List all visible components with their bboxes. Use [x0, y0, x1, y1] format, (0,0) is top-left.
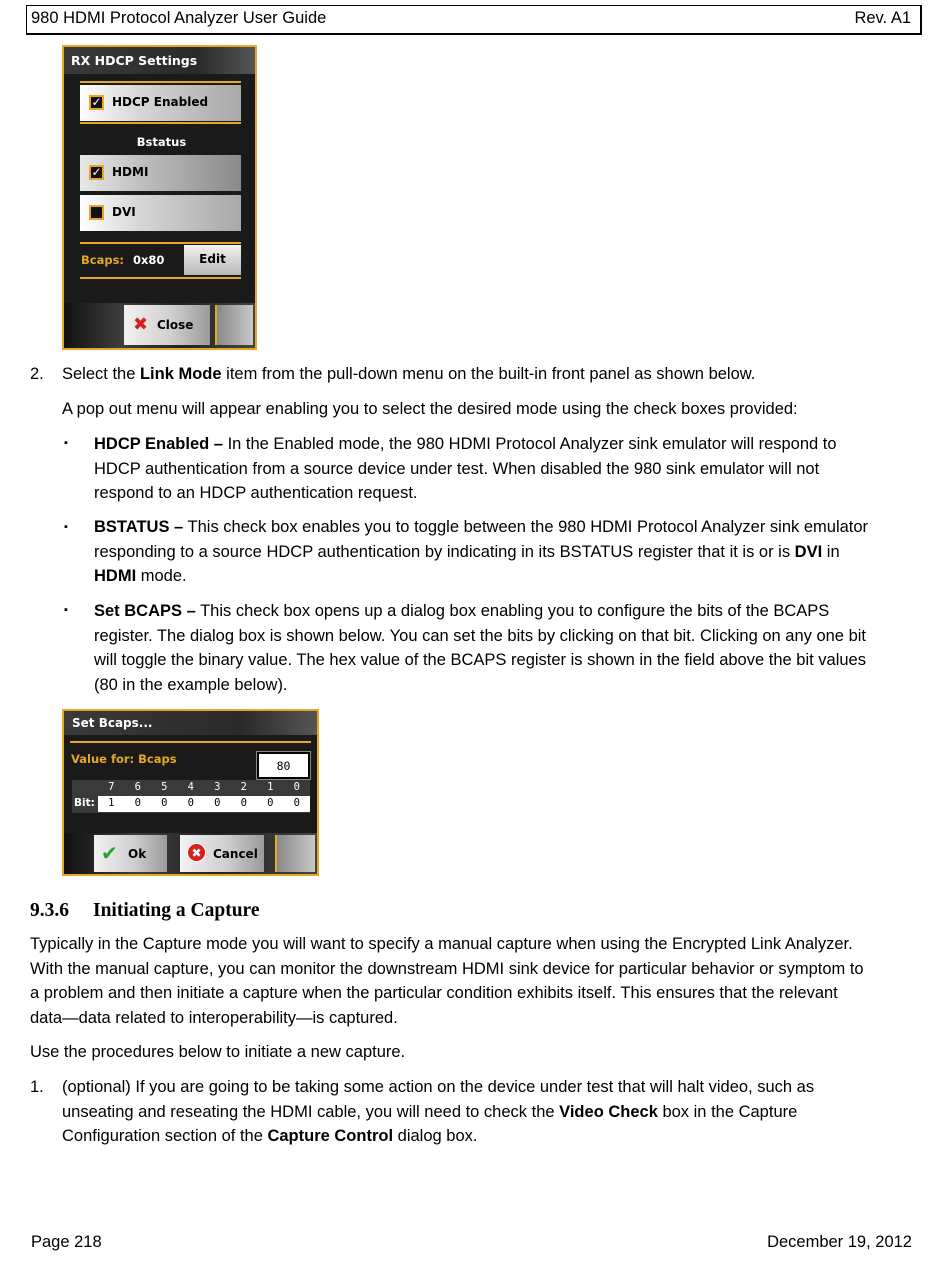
bullet-text: HDCP Enabled – In the Enabled mode, the 980 HDMI Protocol Analyzer sink emulator will respond to HDCP authentication from a source device under test. When disabled the 980 sink emulator will not respond to an HDCP authentication request. — [94, 435, 837, 502]
paragraph: Use the procedures below to initiate a new capture. — [30, 1043, 406, 1061]
bullet-marker: ▪ — [64, 604, 68, 616]
checkbox-label: HDCP Enabled — [112, 95, 209, 109]
bit-grid — [72, 780, 310, 813]
header-revision: Rev. A1 — [854, 9, 911, 27]
checkmark-icon: ✔ — [101, 841, 118, 865]
bullet-marker: ▪ — [64, 521, 68, 533]
section-heading — [30, 900, 260, 922]
bullet-text: BSTATUS – This check box enables you to toggle between the 980 HDMI Protocol Analyzer sink emulator responding to a source HDCP authentication by indicating in its BSTATUS register that it is or is DVI in HDMI mode. — [94, 518, 869, 585]
dialog-title: RX HDCP Settings — [64, 47, 255, 74]
bit-toggle[interactable]: 0 — [240, 797, 247, 809]
page-date: December 19, 2012 — [767, 1233, 912, 1251]
step-number: 2. — [30, 365, 44, 383]
divider — [80, 81, 241, 83]
bit-number: 0 — [293, 781, 300, 793]
bcaps-value-field[interactable]: 80 — [257, 752, 310, 779]
rx-hdcp-settings-dialog — [62, 45, 257, 350]
divider — [80, 242, 241, 244]
bit-toggle[interactable]: 0 — [293, 797, 300, 809]
bit-toggle[interactable]: 1 — [108, 797, 115, 809]
checkbox-checked-icon: ✓ — [89, 95, 104, 110]
close-button[interactable] — [124, 305, 210, 345]
bit-toggle[interactable]: 0 — [214, 797, 221, 809]
dialog-button-bar — [64, 833, 317, 874]
value-label: Value for: Bcaps — [71, 752, 177, 766]
ok-button[interactable] — [94, 835, 167, 872]
cancel-icon: ✖ — [187, 843, 206, 862]
step-number: 1. — [30, 1078, 44, 1096]
dialog-button-bar — [64, 303, 255, 348]
paragraph: Typically in the Capture mode you will want to specify a manual capture when using the Encrypted Link Analyzer. With the manual capture, you can monitor the downstream HDMI sink device for particular behavior or symptom to a problem and then initiate a capture when the particular condition exhibits itself. This ensures that the relevant data—data related to interoperability—is captured. — [30, 935, 864, 1027]
bit-number: 3 — [214, 781, 221, 793]
divider — [80, 277, 241, 279]
bit-number: 6 — [134, 781, 141, 793]
bit-number: 2 — [240, 781, 247, 793]
hdcp-enabled-checkbox[interactable] — [80, 85, 241, 121]
paragraph: A pop out menu will appear enabling you to select the desired mode using the check boxes provided: — [62, 400, 798, 418]
ok-label: Ok — [128, 847, 147, 861]
dvi-checkbox[interactable] — [80, 195, 241, 231]
checkbox-unchecked-icon — [89, 205, 104, 220]
bullet-marker: ▪ — [64, 437, 68, 449]
bit-toggle[interactable]: 0 — [161, 797, 168, 809]
close-icon: ✖ — [133, 314, 149, 335]
bit-number: 5 — [161, 781, 168, 793]
bcaps-row — [80, 245, 241, 275]
page-number: Page 218 — [31, 1233, 102, 1251]
blank-side-button[interactable] — [275, 835, 315, 872]
section-number: 9.3.6 — [30, 900, 69, 921]
bullet-text: Set BCAPS – This check box opens up a dialog box enabling you to configure the bits of the BCAPS register. The dialog box is shown below. You can set the bits by clicking on that bit. Clicking on any one bit will toggle the binary value. The hex value of the BCAPS register is shown in the field above the bit values (80 in the example below). — [94, 602, 866, 694]
cancel-button[interactable] — [180, 835, 264, 872]
bcaps-label: Bcaps: — [81, 253, 125, 267]
section-title: Initiating a Capture — [93, 900, 260, 921]
bstatus-label: Bstatus — [136, 135, 187, 149]
step-text: (optional) If you are going to be taking some action on the device under test that will halt video, such as unseating and reseating the HDMI cable, you will need to check the Video Check box in the Capture Configuration section of the Capture Control dialog box. — [62, 1078, 815, 1145]
checkbox-checked-icon: ✓ — [89, 165, 104, 180]
bit-toggle[interactable]: 0 — [267, 797, 274, 809]
bit-number: 4 — [187, 781, 194, 793]
set-bcaps-dialog — [62, 709, 319, 876]
step-text: Select the Link Mode item from the pull-down menu on the built-in front panel as shown below. — [62, 365, 756, 383]
bit-toggle[interactable]: 0 — [187, 797, 194, 809]
bit-value-row — [98, 796, 310, 812]
checkbox-label: DVI — [112, 205, 136, 219]
cancel-label: Cancel — [213, 847, 258, 861]
bit-number: 1 — [267, 781, 274, 793]
bit-number: 7 — [108, 781, 115, 793]
edit-button[interactable]: Edit — [184, 245, 241, 275]
hdmi-checkbox[interactable] — [80, 155, 241, 191]
divider — [70, 741, 311, 743]
bit-label: Bit: — [74, 797, 95, 809]
divider — [80, 122, 241, 124]
bcaps-value: 0x80 — [133, 253, 165, 267]
dialog-title: Set Bcaps... — [64, 711, 317, 735]
bit-toggle[interactable]: 0 — [134, 797, 141, 809]
blank-side-button[interactable] — [215, 305, 253, 345]
page-header — [26, 5, 922, 35]
header-title: 980 HDMI Protocol Analyzer User Guide — [31, 9, 327, 27]
checkbox-label: HDMI — [112, 165, 149, 179]
close-label: Close — [157, 318, 194, 332]
bit-number-row — [98, 781, 310, 795]
